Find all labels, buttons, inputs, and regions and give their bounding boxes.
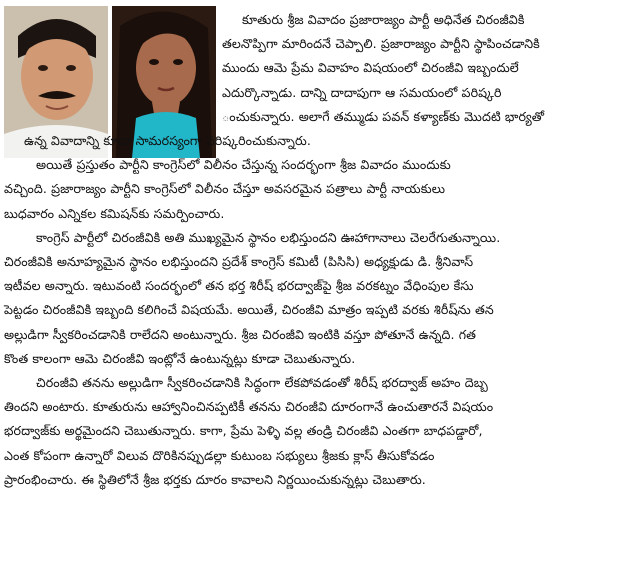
article-line: అయితే ప్రస్తుతం పార్టీని కాంగ్రెస్‌లో విలీనం చేస్తున్న సందర్భంగా శ్రీజ వివాదం ముందుకు (36, 157, 451, 173)
article-line: బుధవారం ఎన్నికల కమిషన్‌కు సమర్పించారు. (4, 205, 225, 221)
article-line: పెట్టడం చిరంజీవికి ఇబ్బంది కలిగించే విషయమే. అయితే, చిరంజీవి మాత్రం ఇప్పటి వరకు శిరీష్‌ను తన (4, 302, 494, 318)
article-line: ప్రారంభించారు. ఈ స్థితిలోనే శ్రీజ భర్తకు దూరం కావాలని నిర్ణయించుకున్నట్లు చెబుతారు. (4, 471, 426, 487)
article-line: వచ్చింది. ప్రజారాజ్యం పార్టీని కాంగ్రెస్‌లో విలీనం చేస్తూ అవసరమైన పత్రాలు పార్టీ నాయకులు (4, 181, 446, 197)
article-top-lines (222, 8, 627, 129)
article-line: కూతురు శ్రీజ వివాదం ప్రజారాజ్యం పార్టీ అధినేత చిరంజీవికి (242, 12, 525, 27)
article-line: చిరంజీవికి అనూహ్యమైన స్థానం లభిస్తుందని ప్రదేశ్ కాంగ్రెస్ కమిటీ (పిసిసి) అధ్యక్షుడు డి. శ్రీనివాస్ (4, 254, 474, 270)
article-line: అల్లుడిగా స్వీకరించడానికి రాలేదని అంటున్నారు. శ్రీజ చిరంజీవి ఇంటికి వస్తూ పోతూనే ఉన్నది. గత (4, 326, 477, 342)
article-line: చిరంజీవి తనను అల్లుడిగా స్వీకరించడానికి సిద్ధంగా లేకపోవడంతో శిరీష్ భరద్వాజ్ అహం దెబ్బ (36, 375, 488, 391)
article-line: ఇటీవల అన్నారు. ఇటువంటి సందర్భంలో తన భర్త శిరీష్ భరద్వాజ్‌పై శ్రీజ వరకట్నం వేధింపుల కేసు (4, 278, 474, 294)
article-line: ంచుకున్నారు. అలాగే తమ్ముడు పవన్ కళ్యాణ్‌కు మొదటి భార్యతో (222, 108, 545, 124)
article-line: ముందు ఆమె ప్రేమ వివాహం విషయంలో చిరంజీవి ఇబ్బందులే (222, 60, 519, 76)
article-line: ఎంత కోపంగా ఉన్నారో విలువ దొరికినప్పుడల్లా కుటుంబ సభ్యులు శ్రీజకు క్లాస్ తీసుకోవడం (4, 447, 435, 463)
article-line: ఉన్న వివాదాన్ని కూడా సామరస్యంగా పరిష్కరించుకున్నారు. (24, 133, 311, 148)
article-line: ఎదుర్కొన్నాడు. దాన్ని దాదాపుగా ఆ సమయంలో పరిష్కరి (222, 84, 502, 100)
article-line: కొంత కాలంగా ఆమె చిరంజీవి ఇంట్లోనే ఉంటున్నట్లు కూడా చెబుతున్నారు. (4, 350, 356, 366)
article-line: భరద్వాజ్‌కు అర్థమైందని చెబుతున్నారు. కాగా, ప్రేమ పెళ్ళి వల్ల తండ్రి చిరంజీవి ఎంతగా బాధపడ్డారో, (4, 423, 483, 439)
article-line: తలనొప్పిగా మారిందనే చెప్పాలి. ప్రజారాజ్యం పార్టీని స్థాపించడానికి (222, 36, 540, 52)
article-line: కాంగ్రెస్ పార్టీలో చిరంజీవికి అతి ముఖ్యమైన స్థానం లభిస్తుందని ఊహాగానాలు చెలరేగుతున్నాయి. (36, 229, 501, 245)
article-line: తిందని అంటారు. కూతురును ఆహ్వానించినప్పటికీ తనను చిరంజీవి దూరంగానే ఉంచుతారనే విషయం (4, 399, 494, 415)
article-body (4, 129, 628, 492)
